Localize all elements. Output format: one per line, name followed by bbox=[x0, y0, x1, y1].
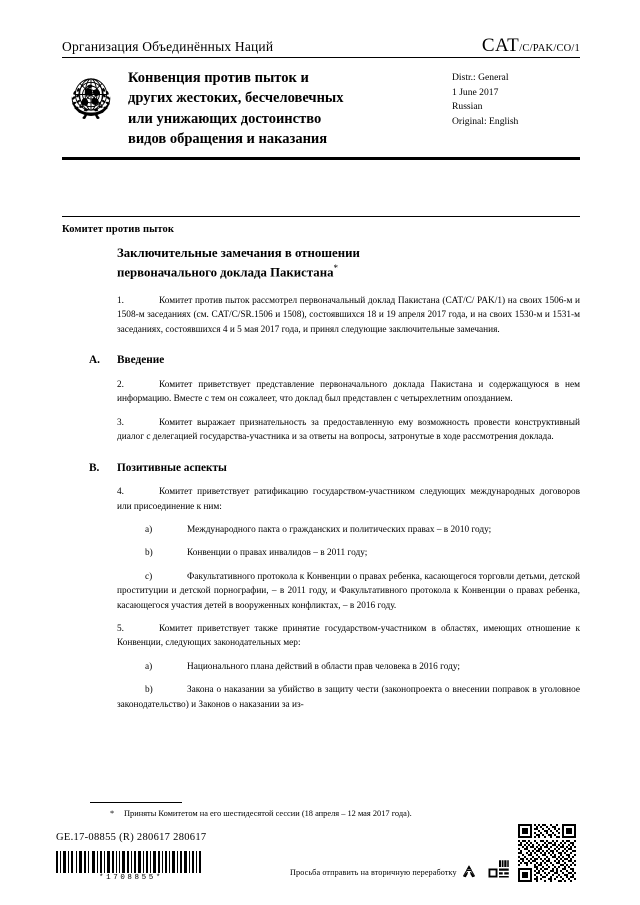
paragraph-number: 2. bbox=[117, 379, 124, 390]
title-footnote-marker: * bbox=[333, 263, 338, 274]
page-title-line: Заключительные замечания в отношении bbox=[117, 246, 360, 260]
distribution-line: Distr.: General bbox=[452, 72, 509, 83]
job-number: GE.17-08855 (R) 280617 280617 bbox=[56, 832, 207, 843]
barcode-text: *1708855* bbox=[99, 874, 163, 882]
paragraph-text: Комитет выражает признательность за предоставленную ему возможность провести конструктивный диалог с делегацией государства-участника и за ответы на вопросы, затронутые в ходе рассмотрения доклада. bbox=[117, 417, 580, 443]
footnote-area bbox=[62, 802, 580, 820]
section-letter: A. bbox=[89, 354, 100, 367]
list-item-letter: a) bbox=[145, 661, 153, 672]
committee-top-rule bbox=[62, 216, 580, 217]
footnote bbox=[62, 808, 580, 820]
convention-title bbox=[128, 67, 452, 149]
distribution-line: Russian bbox=[452, 101, 483, 113]
list-item-text: Закона о наказании за убийство в защиту чести (законопроекта о внесении поправок в уголовное законодательство) и Законов о наказании за из- bbox=[117, 685, 580, 710]
footnote-marker: * bbox=[110, 809, 115, 818]
document-symbol bbox=[482, 36, 580, 55]
footnote-separator bbox=[90, 802, 182, 803]
barcode bbox=[56, 851, 206, 882]
list-item bbox=[62, 660, 580, 674]
list-item bbox=[62, 570, 580, 613]
page-title-line bbox=[117, 262, 580, 282]
section-name: Введение bbox=[117, 354, 165, 367]
convention-title-line: или унижающих достоинство bbox=[128, 110, 322, 127]
convention-title-line: видов обращения и наказания bbox=[128, 130, 328, 147]
paragraph-number: 1. bbox=[117, 296, 124, 307]
paragraph-5 bbox=[62, 622, 580, 651]
masthead bbox=[62, 36, 580, 160]
distribution-line: 1 June 2017 bbox=[452, 86, 499, 98]
un-print-mark-icon bbox=[487, 858, 511, 882]
list-item-letter: b) bbox=[145, 548, 153, 559]
section-name: Позитивные аспекты bbox=[117, 461, 227, 474]
list-item-text: Международного пакта о гражданских и политических правах – в 2010 году; bbox=[187, 525, 492, 536]
section-letter: B. bbox=[89, 461, 100, 474]
paragraph-text: Комитет приветствует ратификацию государством-участником следующих международных договоров или присоединение к ним: bbox=[117, 487, 580, 512]
list-item-text: Национального плана действий в области прав человека в 2016 году; bbox=[187, 661, 460, 672]
distribution-block bbox=[452, 67, 580, 129]
organization-row bbox=[62, 36, 580, 57]
recycle-notice bbox=[290, 864, 477, 880]
paragraph-number: 5. bbox=[117, 624, 124, 635]
list-item bbox=[62, 546, 580, 560]
document-symbol-main: CAT bbox=[481, 35, 520, 56]
recycle-text: Просьба отправить на вторичную переработку bbox=[290, 867, 457, 877]
list-item-letter: a) bbox=[145, 525, 153, 536]
title-block bbox=[62, 58, 580, 157]
masthead-bottom-rule bbox=[62, 157, 580, 160]
list-item bbox=[62, 683, 580, 712]
list-item bbox=[62, 523, 580, 537]
convention-title-line: других жестоких, бесчеловечных bbox=[128, 90, 344, 107]
paragraph-number: 4. bbox=[117, 487, 124, 498]
document-content bbox=[62, 245, 580, 721]
paragraph-3 bbox=[62, 416, 580, 445]
paragraph-2 bbox=[62, 378, 580, 407]
list-item-text: Конвенции о правах инвалидов – в 2011 году; bbox=[187, 548, 368, 559]
qr-code bbox=[518, 824, 576, 882]
paragraph-4 bbox=[62, 485, 580, 514]
section-heading-b bbox=[62, 461, 580, 476]
list-item-letter: c) bbox=[145, 571, 153, 582]
paragraph-1 bbox=[62, 294, 580, 337]
footnote-text: Приняты Комитетом на его шестидесятой сессии (18 апреля – 12 мая 2017 года). bbox=[124, 809, 412, 818]
un-emblem-icon bbox=[62, 69, 120, 127]
list-item-text: Факультативного протокола к Конвенции о правах ребенка, касающегося торговли детьми, детской проституции и детской порнографии, – в 2011 году, и Факультативного протокола к Конвенции о правах ребенка, касающегося участия детей в вооруженных конфликтах, – в 2016 году. bbox=[117, 571, 580, 611]
paragraph-number: 3. bbox=[117, 417, 124, 428]
document-symbol-sub: /C/PAK/CO/1 bbox=[519, 43, 580, 54]
paragraph-text: Комитет против пыток рассмотрел первоначальный доклад Пакистана (CAT/C/ PAK/1) на своих 1506-м и 1508-м заседаниях (см. CAT/C/SR.1506 и 1508), состоявшихся 18 и 19 апреля 2017 года, и на своих 1530-м и 1531-м заседаниях, состоявшихся 4 и 5 мая 2017 года, и принял следующие заключительные замечания. bbox=[117, 296, 580, 335]
section-heading-a bbox=[62, 353, 580, 368]
paragraph-text: Комитет приветствует также принятие государством-участником в областях, имеющих отношение к Конвенции, следующих законодательных мер: bbox=[117, 624, 580, 649]
page-title-line-text: первоначального доклада Пакистана bbox=[117, 265, 334, 280]
paragraph-text: Комитет приветствует представление первоначального доклада Пакистана и содержащуюся в нем информацию. Вместе с тем он сожалеет, что доклад был представлен с четырехлетним опозданием. bbox=[117, 379, 580, 405]
page-title bbox=[117, 245, 580, 282]
list-item-letter: b) bbox=[145, 685, 153, 696]
recycle-icon bbox=[461, 864, 477, 880]
convention-title-line: Конвенция против пыток и bbox=[128, 70, 309, 86]
committee-name: Комитет против пыток bbox=[62, 224, 175, 235]
distribution-line: Original: English bbox=[452, 115, 519, 127]
organization-name: Организация Объединённых Наций bbox=[62, 39, 274, 54]
